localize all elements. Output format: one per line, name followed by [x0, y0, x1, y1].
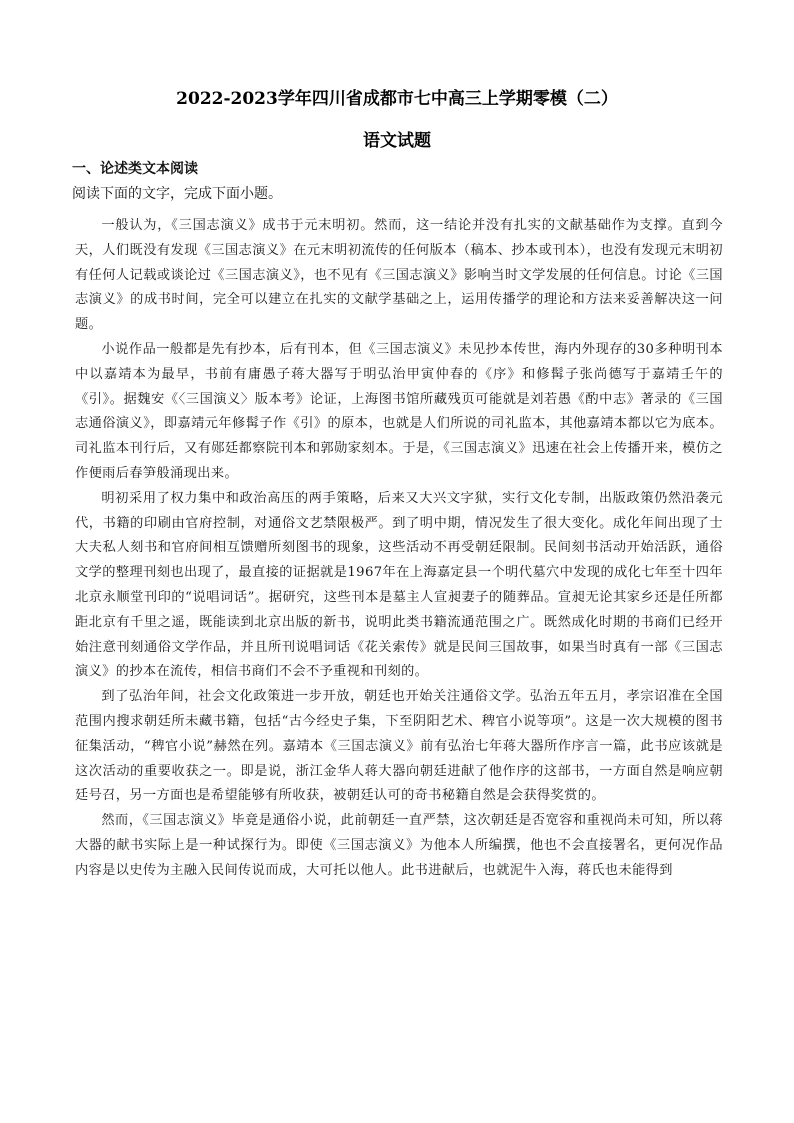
document-subtitle: 语文试题 — [363, 131, 431, 151]
passage-paragraph: 然而，《三国志演义》毕竟是通俗小说，此前朝廷一直严禁，这次朝廷是否宽容和重视尚未可知，所以蒋大器的献书实际上是一种试探行为。即使《三国志演义》为他本人所编撰，他也不会直接署名，更何况作品内容是以史传为主融入民间传说而成，大可托以他人。此书进献后，也就泥牛入海，蒋氏也未能得到 — [75, 813, 723, 878]
section-heading: 一、论述类文本阅读 — [72, 161, 198, 177]
document-title: 2022-2023学年四川省成都市七中高三上学期零模（二） — [176, 89, 618, 109]
passage-body — [75, 214, 723, 884]
passage-paragraph: 小说作品一般都是先有抄本，后有刊本，但《三国志演义》未见抄本传世，海内外现存的30多种明刊本中以嘉靖本为最早，书前有庸愚子蒋大器写于明弘治甲寅仲春的《序》和修髯子张尚德写于嘉靖壬午的《引》。据魏安《〈三国演义〉版本考》论证，上海图书馆所藏残页可能就是刘若愚《酌中志》著录的《三国志通俗演义》，即嘉靖元年修髯子作《引》的原本，也就是人们所说的司礼监本，其他嘉靖本都以它为底本。司礼监本刊行后，又有郧廷都察院刊本和郭勋家刻本。于是，《三国志演义》迅速在社会上传播开来，模仿之作便雨后春笋般涌现出来。 — [75, 341, 723, 481]
passage-paragraph: 明初采用了权力集中和政治高压的两手策略，后来又大兴文字狱，实行文化专制，出版政策仍然沿袭元代，书籍的印刷由官府控制，对通俗文艺禁限极严。到了明中期，情况发生了很大变化。成化年间出现了士大夫私人刻书和官府间相互馈赠所刻图书的现象，这些活动不再受朝廷限制。民间刻书活动开始活跃，通俗文学的整理刊刻也出现了，最直接的证据就是1967年在上海嘉定县一个明代墓穴中发现的成化七年至十四年北京永顺堂刊印的“说唱词话”。据研究，这些刊本是墓主人宣昶妻子的随葬品。宣昶无论其家乡还是任所都距北京有千里之遥，既能读到北京出版的新书，说明此类书籍流通范围之广。既然成化时期的书商们已经开始注意刊刻通俗文学作品，并且所刊说唱词话《花关索传》就是民间三国故事，如果当时真有一部《三国志演义》的抄本在流传，相信书商们不会不予重视和刊刻的。 — [75, 490, 723, 680]
reading-instruction: 阅读下面的文字，完成下面小题。 — [72, 186, 282, 202]
passage-paragraph: 一般认为，《三国志演义》成书于元末明初。然而，这一结论并没有扎实的文献基础作为支撑。直到今天，人们既没有发现《三国志演义》在元末明初流传的任何版本（稿本、抄本或刊本），也没有发现元末明初有任何人记载或谈论过《三国志演义》，也不见有《三国志演义》影响当时文学发展的任何信息。讨论《三国志演义》的成书时间，完全可以建立在扎实的文献学基础之上，运用传播学的理论和方法来妥善解决这一问题。 — [75, 218, 723, 333]
passage-paragraph: 到了弘治年间，社会文化政策进一步开放，朝廷也开始关注通俗文学。弘治五年五月，孝宗诏准在全国范围内搜求朝廷所未藏书籍，包括“古今经史子集，下至阴阳艺术、稗官小说等项”。这是一次大规模的图书征集活动，“稗官小说”赫然在列。嘉靖本《三国志演义》前有弘治七年蒋大器所作序言一篇，此书应该就是这次活动的重要收获之一。即是说，浙江金华人蒋大器向朝廷进献了他作序的这部书，一方面自然是响应朝廷号召，另一方面也是希望能够有所收获，被朝廷认可的奇书秘籍自然是会获得奖赏的。 — [75, 689, 723, 804]
